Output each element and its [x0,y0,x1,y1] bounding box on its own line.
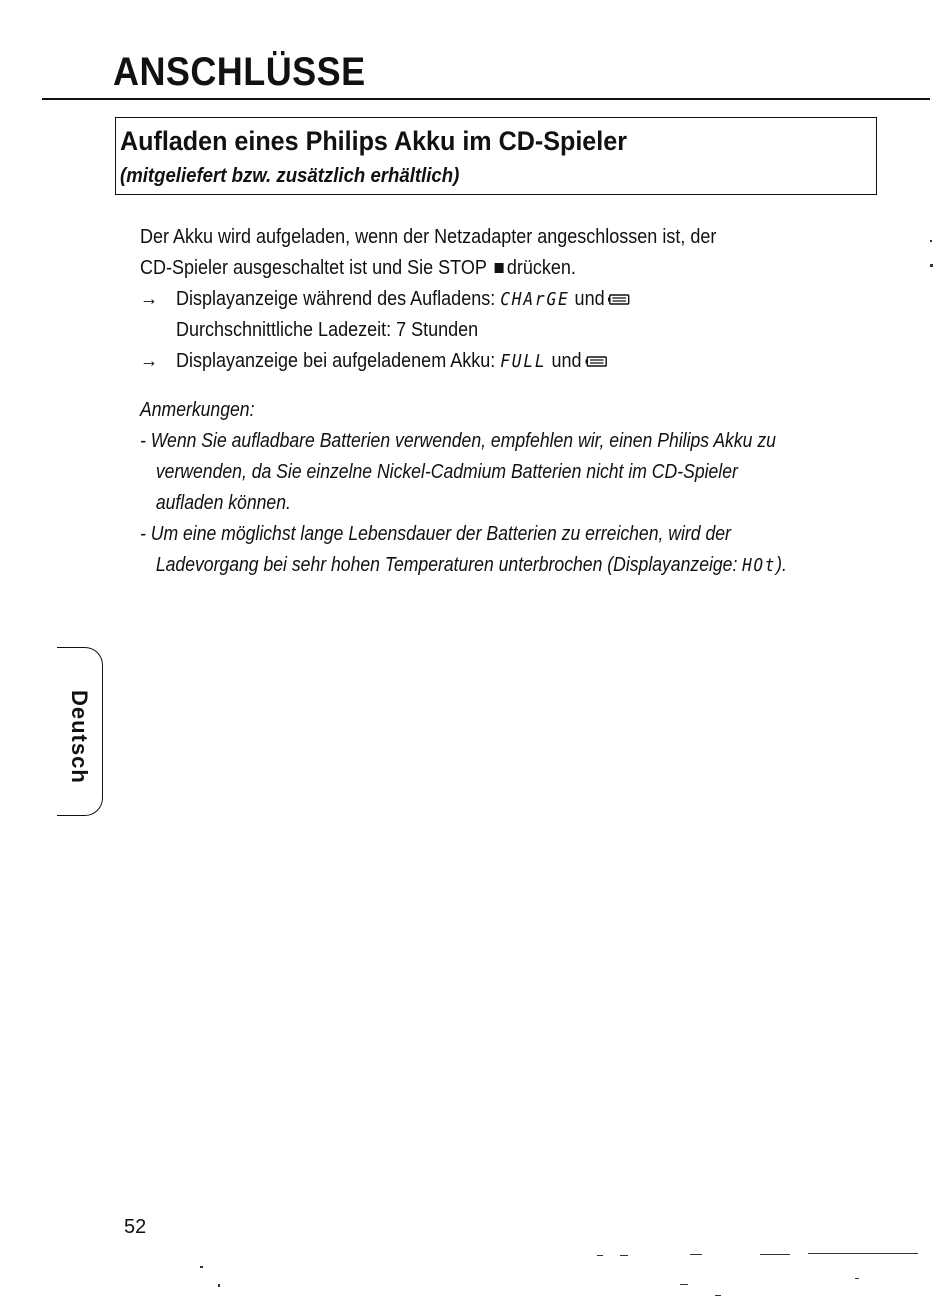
notes [140,395,900,581]
scan-speck [597,1255,603,1256]
intro-line-2 [140,253,788,284]
scan-speck [930,264,933,267]
note-2-line-2-start: Ladevorgang bei sehr hohen Temperaturen unterbrochen (Displayanzeige: [155,554,738,576]
note-2-line-2 [140,550,809,581]
scan-speck [690,1254,702,1255]
scan-speck [930,240,932,242]
note-1-line-3: aufladen können. [155,492,291,514]
section-heading: Aufladen eines Philips Akku im CD-Spieler [120,126,627,156]
title-rule [42,98,930,100]
lcd-full-display: FULL [500,351,547,372]
scan-speck [808,1253,918,1254]
language-side-tab-label: Deutsch [67,690,92,784]
bullet-charged [140,346,788,377]
note-1-line-2: verwenden, da Sie einzelne Nickel-Cadmium Batterien nicht im CD-Spieler [155,461,738,483]
bullet-charging [140,284,788,315]
section-subheading: (mitgeliefert bzw. zusätzlich erhältlich) [120,165,460,187]
note-2-line-2-end: ). [776,554,787,576]
scan-speck [218,1284,220,1287]
bullet-charged-text: Displayanzeige bei aufgeladenem Akku: [176,350,496,372]
page-title: ANSCHLÜSSE [113,50,366,94]
arrow-right-icon: → [140,288,158,310]
page-number: 52 [124,1216,147,1238]
scan-speck [680,1284,688,1285]
scan-speck [855,1278,859,1279]
intro-line-2-start: CD-Spieler ausgeschaltet ist und Sie STOP [140,257,487,279]
scan-speck [715,1295,721,1296]
bullet-charged-and: und [551,350,582,372]
scan-speck [760,1254,790,1255]
body-text [140,222,860,377]
battery-icon [608,294,630,305]
bullet-charging-subline: Durchschnittliche Ladezeit: 7 Stunden [176,319,479,341]
note-1-line-1: - Wenn Sie aufladbare Batterien verwenden, empfehlen wir, einen Philips Akku zu [140,430,776,452]
scan-speck [620,1255,628,1256]
stop-square-icon [494,263,503,273]
note-2-line-1: - Um eine möglichst lange Lebensdauer der Batterien zu erreichen, wird der [140,523,731,545]
bullet-charging-and: und [574,288,605,310]
scan-speck [200,1266,203,1268]
battery-icon [585,356,607,367]
lcd-charge-display: CHArGE [500,289,570,310]
intro-line-1: Der Akku wird aufgeladen, wenn der Netzadapter angeschlossen ist, der [140,226,717,248]
intro-line-2-end: drücken. [506,257,576,279]
arrow-right-icon: → [140,350,158,372]
section-header-box [115,117,877,195]
bullet-charging-text: Displayanzeige während des Aufladens: [176,288,496,310]
lcd-hot-display: HOt [742,555,777,576]
notes-heading: Anmerkungen: [140,399,255,421]
